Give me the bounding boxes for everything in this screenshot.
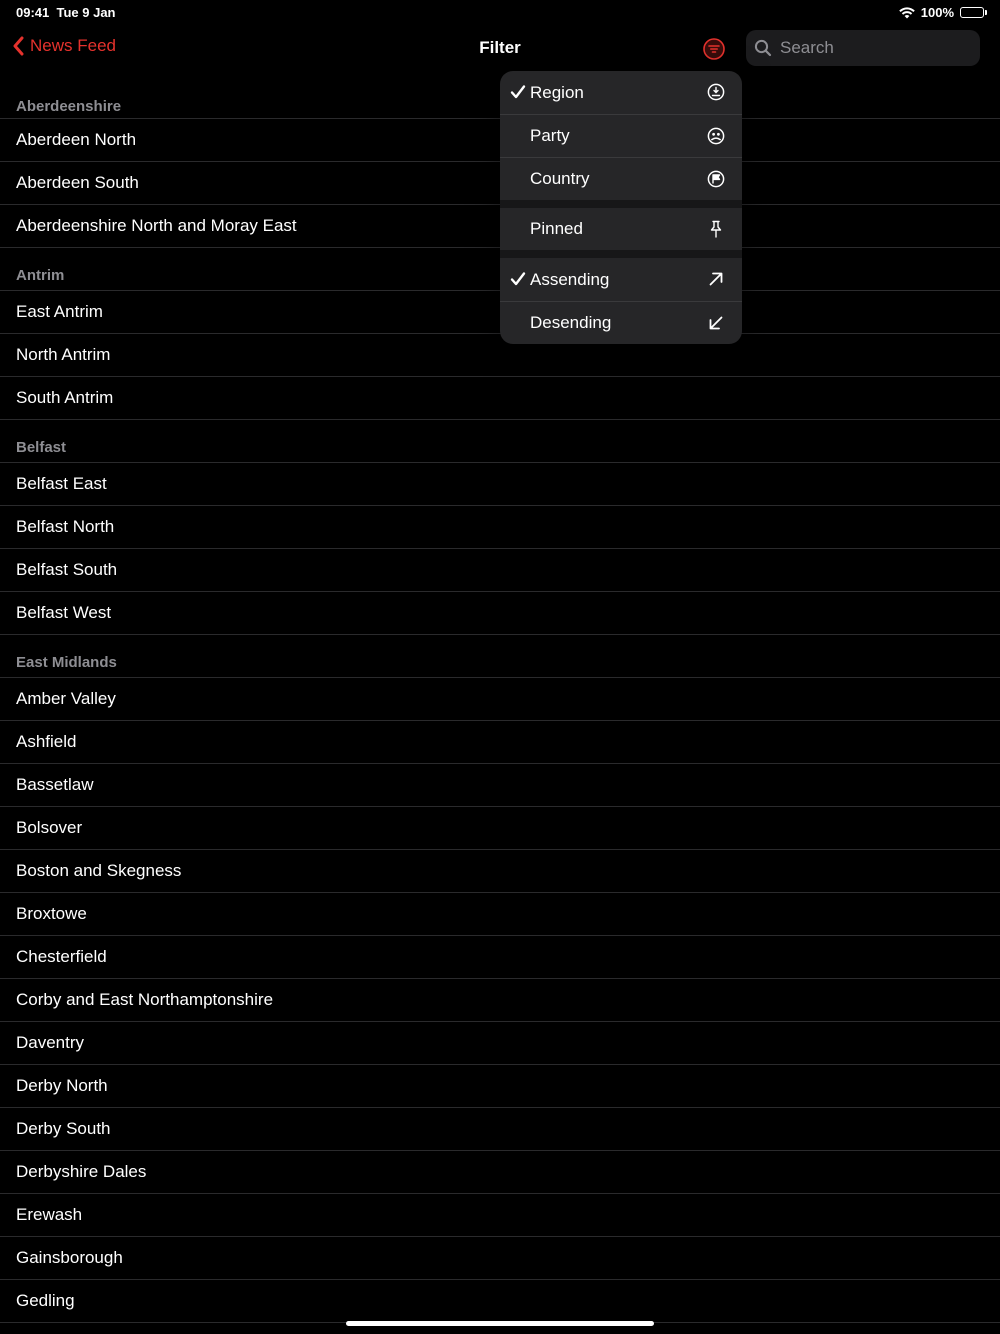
search-icon bbox=[754, 39, 772, 57]
menu-item-party[interactable] bbox=[500, 114, 742, 157]
menu-item-pinned[interactable] bbox=[500, 208, 742, 250]
section-header: Belfast bbox=[0, 420, 1000, 463]
search-input[interactable] bbox=[778, 37, 972, 59]
list-item[interactable]: Corby and East Northamptonshire bbox=[0, 979, 1000, 1022]
arrow-down-left-icon bbox=[707, 314, 725, 332]
status-bar bbox=[0, 0, 1000, 24]
section-header: Aberdeenshire bbox=[0, 86, 1000, 119]
list-item[interactable]: Daventry bbox=[0, 1022, 1000, 1065]
menu-item-label: Pinned bbox=[530, 219, 583, 238]
section-belfast bbox=[0, 420, 1000, 635]
menu-separator bbox=[500, 250, 742, 258]
list-item[interactable]: Aberdeen South bbox=[0, 162, 1000, 205]
menu-item-label: Country bbox=[530, 169, 590, 188]
list-item[interactable]: Bassetlaw bbox=[0, 764, 1000, 807]
menu-item-label: Region bbox=[530, 82, 584, 102]
list-item[interactable]: Derby North bbox=[0, 1065, 1000, 1108]
back-button[interactable] bbox=[12, 36, 116, 56]
list-item[interactable]: North Antrim bbox=[0, 334, 1000, 377]
list-item[interactable]: Boston and Skegness bbox=[0, 850, 1000, 893]
battery-icon bbox=[960, 7, 984, 18]
menu-item-label: Assending bbox=[530, 269, 610, 289]
list-item[interactable]: Bolsover bbox=[0, 807, 1000, 850]
section-header: East Midlands bbox=[0, 635, 1000, 678]
menu-separator bbox=[500, 200, 742, 208]
chevron-left-icon bbox=[12, 36, 24, 56]
checkmark-icon bbox=[510, 83, 526, 101]
menu-item-descending[interactable] bbox=[500, 301, 742, 344]
menu-item-country[interactable] bbox=[500, 157, 742, 200]
list-item[interactable]: Derby South bbox=[0, 1108, 1000, 1151]
arrow-up-right-icon bbox=[707, 270, 725, 288]
checkmark-icon bbox=[510, 270, 526, 288]
status-right bbox=[899, 5, 984, 20]
list-item[interactable]: Erewash bbox=[0, 1194, 1000, 1237]
list-item[interactable]: Broxtowe bbox=[0, 893, 1000, 936]
battery-percent: 100% bbox=[920, 5, 954, 20]
wifi-icon bbox=[899, 7, 915, 19]
list-item[interactable]: Belfast West bbox=[0, 592, 1000, 635]
menu-item-ascending[interactable] bbox=[500, 258, 742, 301]
list-item[interactable]: Belfast East bbox=[0, 463, 1000, 506]
status-time: 09:41 Tue 9 Jan bbox=[16, 5, 116, 20]
filter-menu bbox=[500, 71, 742, 344]
list-item[interactable]: Ashfield bbox=[0, 721, 1000, 764]
list-item[interactable]: East Antrim bbox=[0, 291, 1000, 334]
search-bar[interactable] bbox=[746, 30, 980, 66]
list-item[interactable]: Chesterfield bbox=[0, 936, 1000, 979]
country-flag-icon bbox=[707, 170, 725, 188]
back-button-label: News Feed bbox=[30, 36, 116, 55]
list-item[interactable]: Aberdeenshire North and Moray East bbox=[0, 205, 1000, 248]
party-icon bbox=[707, 127, 725, 145]
navigation-bar bbox=[0, 24, 1000, 72]
region-icon bbox=[707, 83, 725, 101]
section-header: Antrim bbox=[0, 248, 1000, 291]
list-item[interactable]: Gainsborough bbox=[0, 1237, 1000, 1280]
list-item[interactable]: Belfast North bbox=[0, 506, 1000, 549]
section-east-midlands bbox=[0, 635, 1000, 1323]
status-date: Tue 9 Jan bbox=[56, 5, 116, 20]
pin-icon bbox=[707, 220, 725, 238]
list-item[interactable]: South Antrim bbox=[0, 377, 1000, 420]
list-item[interactable]: Amber Valley bbox=[0, 678, 1000, 721]
menu-item-label: Desending bbox=[530, 313, 612, 332]
filter-icon[interactable] bbox=[703, 38, 725, 60]
page-title: Filter bbox=[479, 38, 521, 57]
menu-item-label: Party bbox=[530, 126, 570, 145]
list-item[interactable]: Gedling bbox=[0, 1280, 1000, 1323]
list-item[interactable]: Aberdeen North bbox=[0, 119, 1000, 162]
list-item[interactable]: Belfast South bbox=[0, 549, 1000, 592]
list-item[interactable]: Derbyshire Dales bbox=[0, 1151, 1000, 1194]
home-indicator[interactable] bbox=[346, 1321, 654, 1326]
menu-item-region[interactable] bbox=[500, 71, 742, 114]
